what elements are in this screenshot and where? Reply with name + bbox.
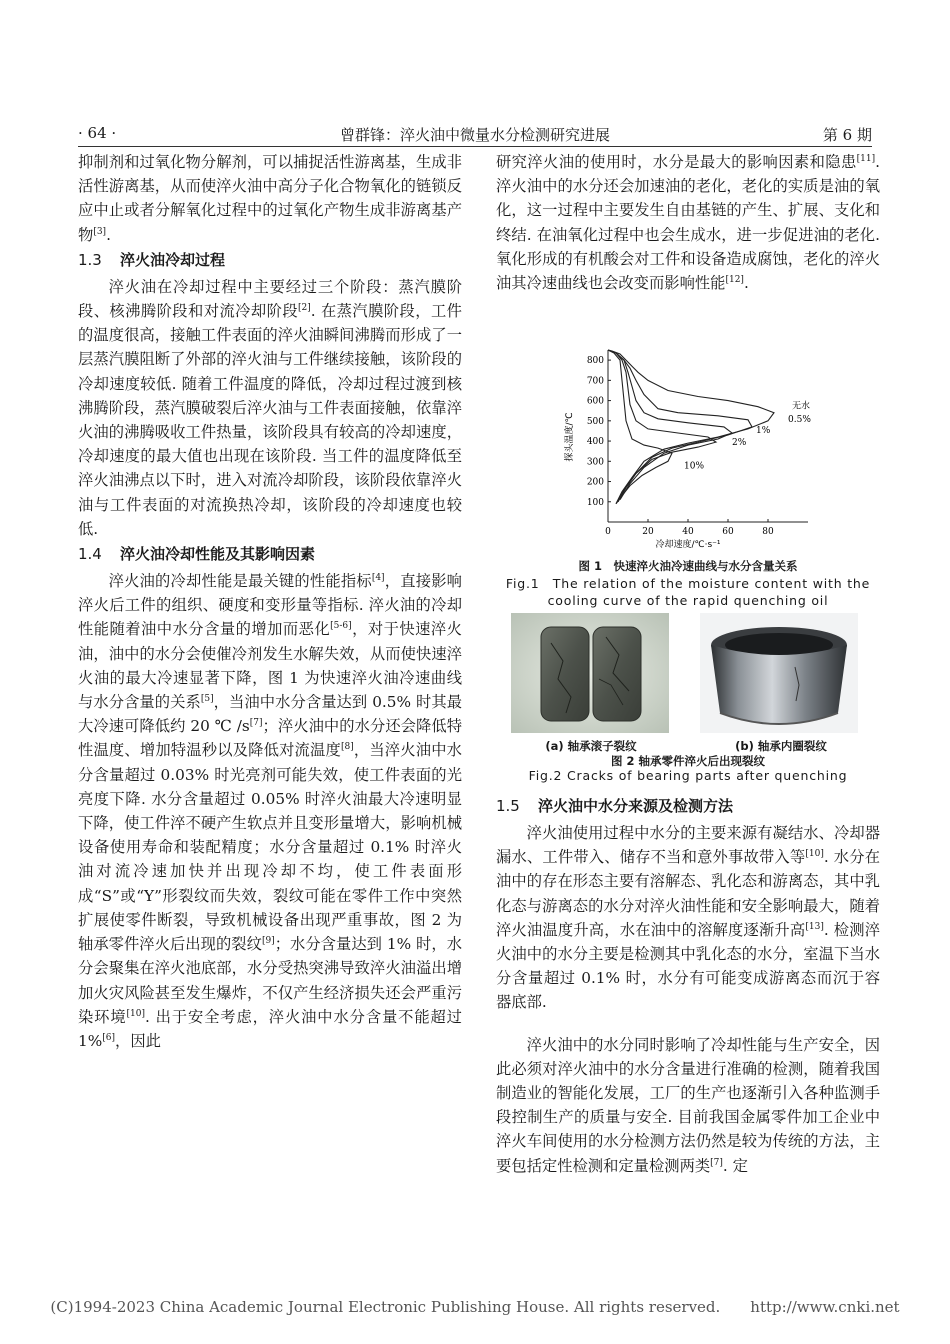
right-column-bottom	[496, 793, 880, 1178]
series-line-4	[608, 350, 672, 504]
series-label-3: 2%	[732, 438, 747, 449]
series-label-0: 无水	[792, 401, 811, 412]
figure-2-caption-zh: 图 2 轴承零件淬火后出现裂纹	[610, 754, 765, 768]
running-title: 曾群锋：淬火油中微量水分检测研究进展	[339, 126, 610, 144]
y-tick-label: 400	[586, 437, 604, 448]
y-axis-label: 探头温度/℃	[565, 412, 575, 462]
y-tick-label: 200	[586, 477, 604, 488]
figure-2a-label: (a) 轴承滚子裂纹	[545, 739, 637, 753]
bearing-roller-crack-photo	[511, 613, 669, 733]
series-line-1	[608, 350, 752, 502]
copyright-footer: (C)1994-2023 China Academic Journal Electronic Publishing House. All rights reserved. http://www.cnki.net	[50, 1298, 900, 1316]
figure-2b-label: (b) 轴承内圈裂纹	[735, 739, 827, 753]
figure-1-caption-en-2: cooling curve of the rapid quenching oil	[547, 593, 829, 608]
y-tick-label: 100	[586, 497, 604, 508]
issue-number: 第 6 期	[822, 126, 872, 144]
x-tick-label: 60	[722, 527, 734, 537]
right-column-top	[496, 150, 880, 295]
paragraph: 淬火油中的水分同时影响了冷却性能与生产安全，因此必须对淬火油中的水分含量进行准确的检测，随着我国制造业的智能化发展，工厂的生产也逐渐引入各种监测手段控制生产的质量与安全. 目前我国金属零件加工企业中淬火车间使用的水分检测方法仍然是较为传统的方法，主要包括定性检测和定量检测两类[7]. 定	[496, 1035, 880, 1175]
x-tick-label: 80	[762, 527, 774, 537]
x-tick-label: 0	[605, 527, 611, 537]
x-tick-label: 40	[682, 527, 694, 537]
series-line-3	[608, 350, 716, 502]
x-tick-label: 20	[642, 527, 654, 537]
series-label-1: 0.5%	[788, 414, 811, 425]
y-tick-label: 700	[586, 376, 604, 387]
figure-2-caption-en: Fig.2 Cracks of bearing parts after quenching	[528, 768, 848, 783]
series-label-2: 1%	[756, 425, 771, 436]
running-header	[78, 122, 872, 147]
section-heading-1-4: 1.4 淬火油冷却性能及其影响因素	[78, 545, 316, 564]
paragraph: 淬火油使用过程中水分的主要来源有凝结水、冷却器漏水、工件带入、储存不当和意外事故带入等[10]. 水分在油中的存在形态主要有溶解态、乳化态和游离态，其中乳化态与游离态的水分对淬火油性能和安全影响最大，随着淬火油温度升高，水在油中的溶解度逐渐升高[13]. 检测淬火油中的水分主要是检测其中乳化态的水分，室温下当水分含量超过 0.1% 时，水分有可能变成游离态而沉于容器底部.	[496, 824, 880, 1012]
bearing-inner-ring-crack-photo	[700, 613, 858, 733]
page-number: · 64 ·	[78, 124, 117, 142]
cooling-curve-chart	[560, 342, 820, 557]
section-heading-1-3: 1.3 淬火油冷却过程	[78, 250, 226, 269]
y-tick-label: 300	[586, 457, 604, 468]
paragraph: 淬火油的冷却性能是最关键的性能指标[4]，直接影响淬火后工件的组织、硬度和变形量等指标. 淬火油的冷却性能随着油中水分含量的增加而恶化[5-6]，对于快速淬火油，油中的水分会使催冷剂发生水解失效，从而使快速淬火油的最大冷速显著下降，图 1 为快速淬火油冷速曲线与水分含量的关系[5]，当油中水分含量达到 0.5% 时其最大冷速可降低约 20 ℃ /s[7]；淬火油中的水分还会降低特性温度、增加特温秒以及降低对流温度[8]，当淬火油中水分含量超过 0.03% 时光亮剂可能失效，使工件表面的光亮度下降. 水分含量超过 0.05% 时淬火油最大冷速明显下降，使工件淬不硬产生软点并且变形量增大，影响机械设备使用寿命和装配精度；水分含量超过 0.1% 时淬火油对流冷速加快并出现冷却不均，使工件表面形成“S”或“Y”形裂纹而失效，裂纹可能在零件工作中突然扩展使零件断裂，导致机械设备出现严重事故，图 2 为轴承零件淬火后出现的裂纹[9]；水分含量达到 1% 时，水分会聚集在淬火池底部，水分受热突沸导致淬火油溢出增加火灾风险甚至发生爆炸，不仅产生经济损失还会严重污染环境[10]. 出于安全考虑，淬火油中水分含量不能超过 1%[6]，因此	[78, 572, 462, 1050]
paragraph: 淬火油在冷却过程中主要经过三个阶段：蒸汽膜阶段、核沸腾阶段和对流冷却阶段[2]. 在蒸汽膜阶段，工件的温度很高，接触工件表面的淬火油瞬间沸腾而形成了一层蒸汽膜阻断了外部的淬火油与工件继续接触，该阶段的冷却速度较低. 随着工件温度的降低，冷却过程过渡到核沸腾阶段，蒸汽膜破裂后淬火油与工件表面接触，依靠淬火油的沸腾吸收工件热量，该阶段具有较高的冷却速度，冷却速度的最大值也出现在该阶段. 当工件的温度降低至淬火油沸点以下时，进入对流冷却阶段，该阶段依靠淬火油与工件表面的对流换热冷却，该阶段的冷却速度也较低.	[78, 277, 462, 538]
figure-1-caption-en-1: Fig.1 The relation of the moisture content with the	[505, 576, 871, 591]
paragraph: 抑制剂和过氧化物分解剂，可以捕捉活性游离基，生成非活性游离基，从而使淬火油中高分子化合物氧化的链锁反应中止或者分解氧化过程中的过氧化产物生成非游离基产物[3].	[78, 153, 462, 244]
y-tick-label: 500	[586, 416, 604, 427]
section-heading-1-5: 1.5 淬火油中水分来源及检测方法	[496, 797, 734, 815]
left-column	[78, 150, 462, 1053]
series-label-4: 10%	[684, 461, 705, 472]
y-tick-label: 800	[586, 356, 604, 367]
paragraph: 研究淬火油的使用时，水分是最大的影响因素和隐患[11]. 淬火油中的水分还会加速油的老化，老化的实质是油的氧化，这一过程中主要发生自由基链的产生、扩展、支化和终结. 在油氧化过程中也会生成水，进一步促进油的老化. 氧化形成的有机酸会对工件和设备造成腐蚀，老化的淬火油其冷速曲线也会改变而影响性能[12].	[496, 153, 880, 293]
series-line-2	[608, 350, 732, 500]
figure-1-caption-zh: 图 1 快速淬火油冷速曲线与水分含量关系	[578, 559, 798, 573]
y-tick-label: 600	[586, 396, 604, 407]
x-axis-label: 冷却速度/℃·s⁻¹	[655, 540, 721, 550]
